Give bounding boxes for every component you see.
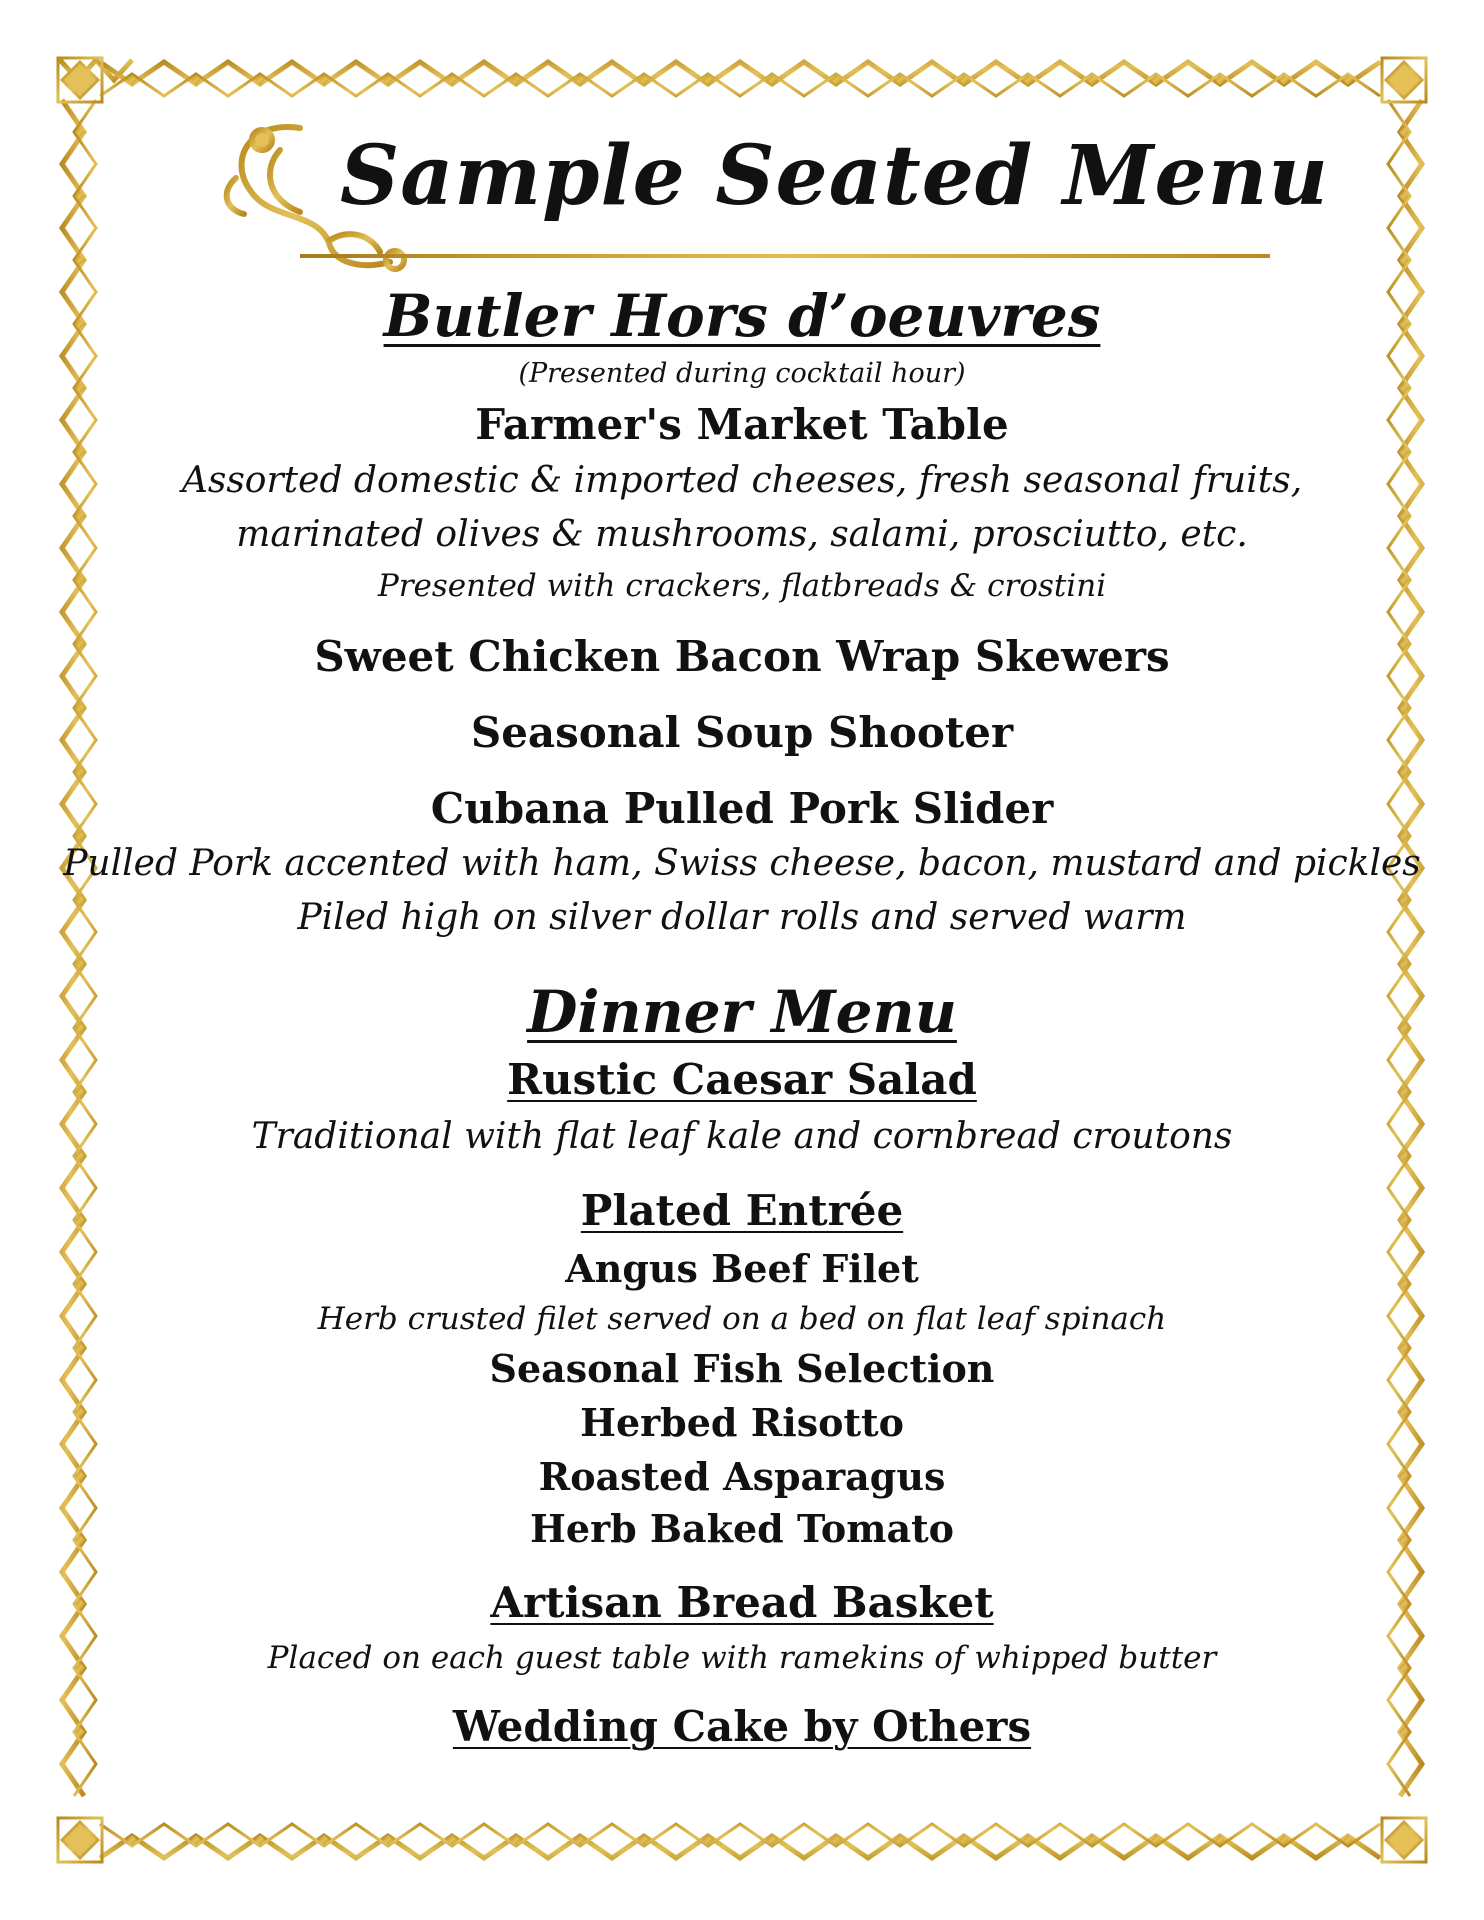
beef-desc: Herb crusted filet served on a bed on flat leaf spinach bbox=[317, 1301, 1167, 1337]
beef-title: Angus Beef Filet bbox=[565, 1246, 919, 1291]
risotto-item: Herbed Risotto bbox=[580, 1400, 904, 1445]
slider-desc-line-2: Piled high on silver dollar rolls and served warm bbox=[297, 897, 1187, 938]
skewers-item: Sweet Chicken Bacon Wrap Skewers bbox=[314, 632, 1170, 681]
bread-desc: Placed on each guest table with ramekins of whipped butter bbox=[267, 1640, 1217, 1676]
salad-title: Rustic Caesar Salad bbox=[507, 1055, 977, 1104]
butler-heading: Butler Hors d’oeuvres bbox=[383, 282, 1101, 350]
farmers-desc-line-1: Assorted domestic & imported cheeses, fresh seasonal fruits, bbox=[181, 460, 1303, 501]
dinner-heading: Dinner Menu bbox=[527, 978, 957, 1046]
farmers-desc-line-3: Presented with crackers, flatbreads & crostini bbox=[377, 568, 1107, 604]
bread-title: Artisan Bread Basket bbox=[490, 1578, 994, 1627]
slider-desc-line-1: Pulled Pork accented with ham, Swiss cheese, bacon, mustard and pickles bbox=[63, 843, 1421, 884]
entree-title: Plated Entrée bbox=[580, 1186, 904, 1235]
page-title: Sample Seated Menu bbox=[340, 128, 1329, 224]
salad-desc: Traditional with flat leaf kale and cornbread croutons bbox=[251, 1116, 1233, 1157]
farmers-desc-line-2: marinated olives & mushrooms, salami, prosciutto, etc. bbox=[236, 514, 1248, 555]
butler-note: (Presented during cocktail hour) bbox=[518, 358, 966, 389]
asparagus-item: Roasted Asparagus bbox=[538, 1454, 946, 1499]
title-underline-rule bbox=[300, 254, 1270, 258]
slider-title: Cubana Pulled Pork Slider bbox=[430, 784, 1054, 833]
cake-item: Wedding Cake by Others bbox=[452, 1702, 1032, 1751]
fish-item: Seasonal Fish Selection bbox=[489, 1346, 995, 1391]
farmers-market-title: Farmer's Market Table bbox=[475, 400, 1009, 449]
soup-item: Seasonal Soup Shooter bbox=[470, 708, 1014, 757]
tomato-item: Herb Baked Tomato bbox=[530, 1506, 954, 1551]
